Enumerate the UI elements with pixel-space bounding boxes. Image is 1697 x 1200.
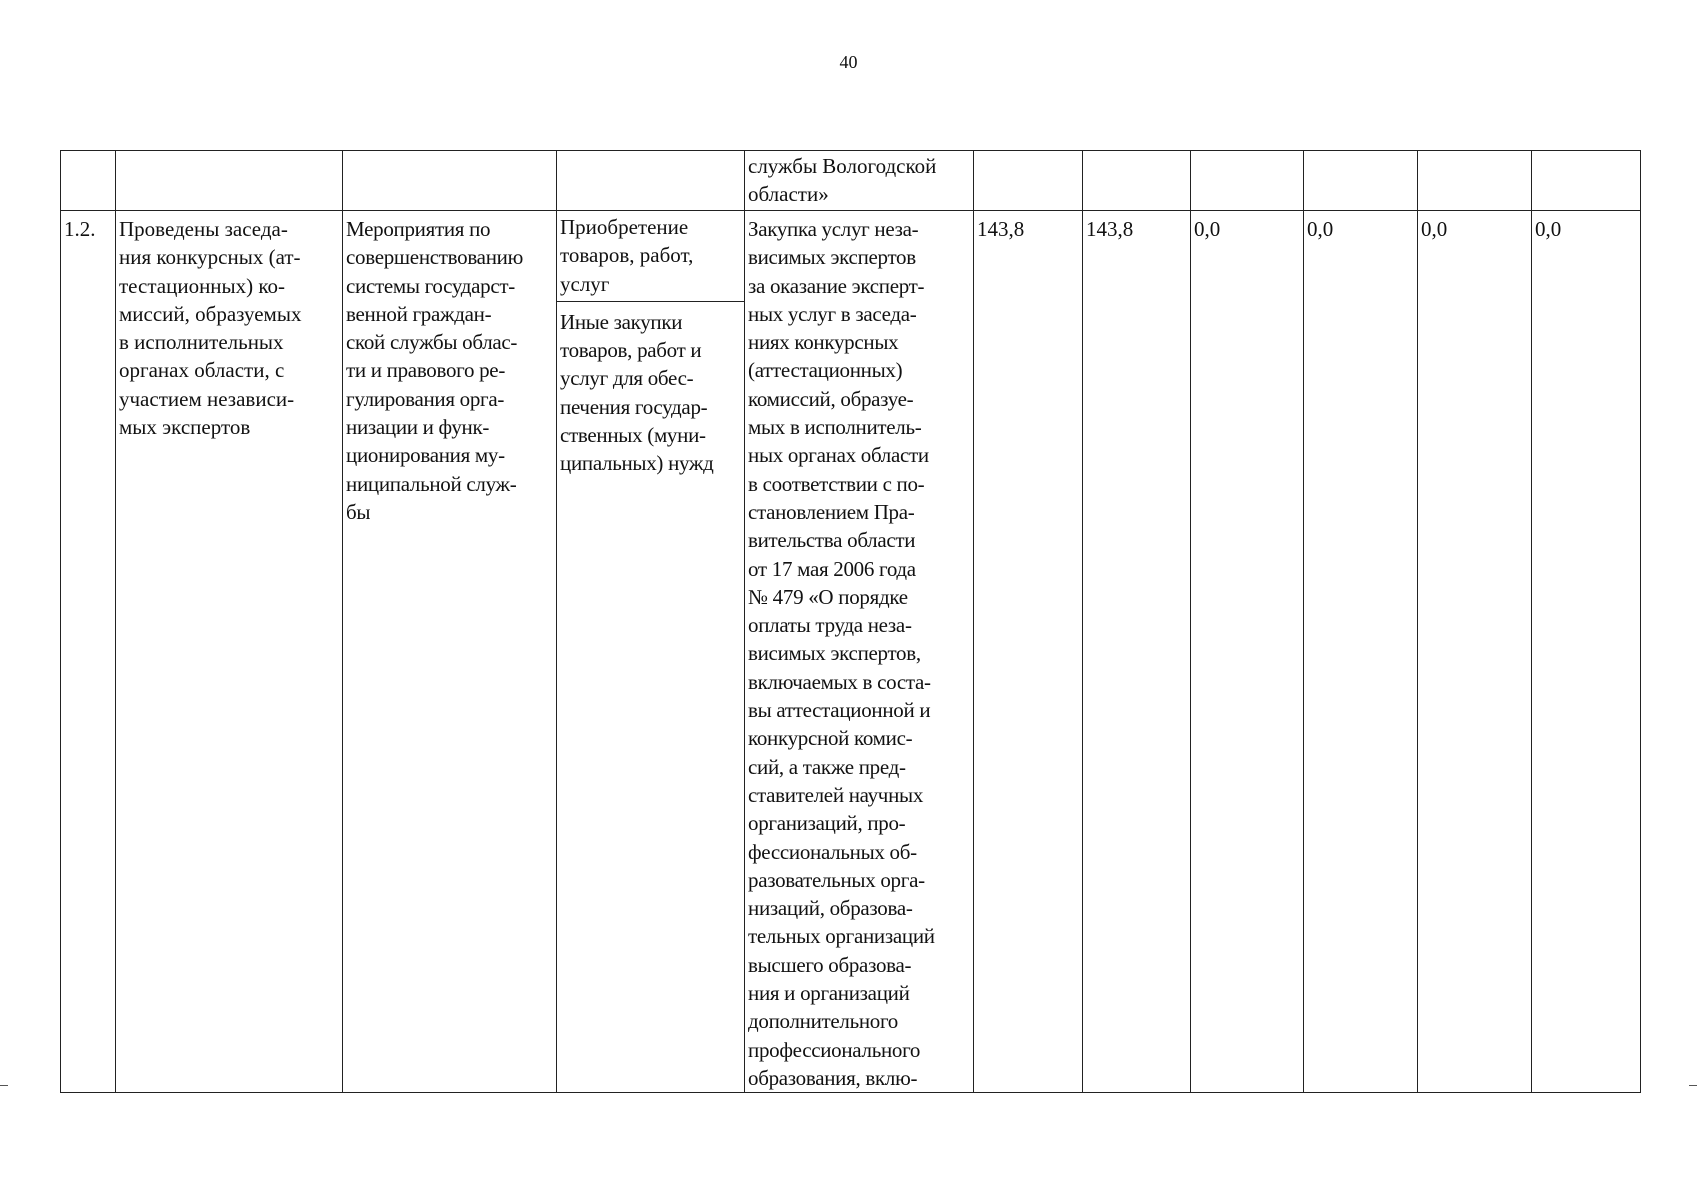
value-cell: 0,0 [1418, 211, 1532, 1093]
continuation-row [61, 151, 1641, 211]
measure-cell: Мероприятия по совершенствованию системы государст- венной граждан- ской службы облас- ти и правового ре- гулирования орга- низации и функ- ционирования му- ниципальной служ- бы [343, 211, 557, 1093]
cont-description-cell: службы Вологодской области» [745, 151, 974, 211]
cont-value-cell [1532, 151, 1641, 211]
value-cell: 143,8 [974, 211, 1083, 1093]
value-cell: 0,0 [1191, 211, 1304, 1093]
table-row [61, 211, 1641, 1093]
value-cell: 0,0 [1304, 211, 1418, 1093]
scan-edge-mark-right [1689, 1085, 1697, 1086]
row-number-cell: 1.2. [61, 211, 116, 1093]
expense-type-cell [557, 211, 745, 1093]
cont-value-cell [1191, 151, 1304, 211]
scan-edge-mark-left [0, 1085, 8, 1086]
expense-type-secondary: Иные закупки товаров, работ и услуг для обес- печения государ- ственных (муни- ципальных) нужд [560, 309, 714, 476]
value-cell: 143,8 [1083, 211, 1191, 1093]
description-cell: Закупка услуг неза- висимых экспертов за оказание эксперт- ных услуг в заседа- ниях конкурсных (аттестационных) комиссий, образуе- мых в исполнитель- ных органах области в соответствии с по- становлением Пра- вительства области от 17 мая 2006 года № 479 «О порядке оплаты труда неза- висимых экспертов, включаемых в соста- вы аттестационной и конкурсной комис- сий, а также пред- ставителей научных организаций, про- фессиональных об- разовательных орга- низаций, образова- тельных организаций высшего образова- ния и организаций дополнительного профессионального образования, вклю- [745, 211, 974, 1093]
cont-value-cell [974, 151, 1083, 211]
result-cell: Проведены заседа- ния конкурсных (ат- тестационных) ко- миссий, образуемых в исполнительных органах области, с участием независи- мых экспертов [116, 211, 343, 1093]
cont-value-cell [1304, 151, 1418, 211]
budget-table [60, 150, 1641, 1093]
cont-num-cell [61, 151, 116, 211]
expense-type-primary: Приобретение товаров, работ, услуг [557, 211, 744, 302]
value-cell: 0,0 [1532, 211, 1641, 1093]
page-number: 40 [839, 52, 858, 72]
cont-value-cell [1418, 151, 1532, 211]
cont-value-cell [1083, 151, 1191, 211]
cont-measure-cell [343, 151, 557, 211]
cont-result-cell [116, 151, 343, 211]
cont-method-cell [557, 151, 745, 211]
